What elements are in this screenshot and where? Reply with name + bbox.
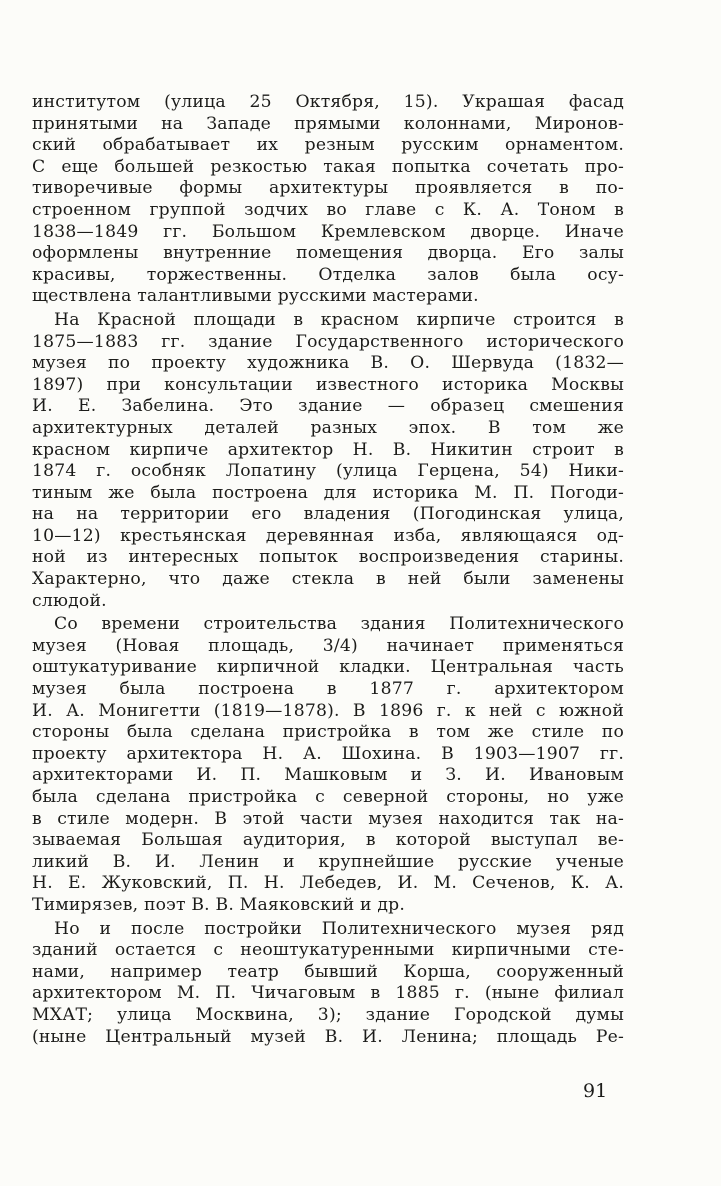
text-line: оштукатуривание кирпичной кладки. Центральная часть (32, 657, 624, 678)
paragraph (32, 310, 624, 612)
text-line: красном кирпиче архитектор Н. В. Никитин строит в (32, 439, 624, 460)
text-line: музея была построена в 1877 г. архитектором (32, 679, 624, 700)
text-line: слюдой. (32, 590, 107, 611)
text-line: зданий остается с неоштукатуренными кирпичными сте- (32, 940, 624, 961)
text-line: И. Е. Забелина. Это здание — образец смешения (32, 396, 624, 417)
text-line: тиворечивые формы архитектуры проявляется в по- (32, 178, 624, 199)
text-line: архитекторами И. П. Машковым и З. И. Ивановым (32, 765, 624, 786)
body-text (32, 92, 624, 1048)
text-line: С еще большей резкостью такая попытка сочетать про- (32, 156, 624, 177)
text-line: зываемая Большая аудитория, в которой выступал ве- (32, 830, 624, 851)
paragraph (32, 614, 624, 916)
text-line: была сделана пристройка с северной стороны, но уже (32, 787, 624, 807)
text-line: 1875—1883 гг. здание Государственного исторического (32, 331, 624, 352)
text-line: архитектором М. П. Чичаговым в 1885 г. (ныне филиал (32, 983, 624, 1004)
text-line: ной из интересных попыток воспроизведения старины. (32, 547, 624, 568)
text-line: архитектурных деталей разных эпох. В том же (32, 417, 624, 438)
text-line: Тимирязев, поэт В. В. Маяковский и др. (32, 894, 406, 915)
text-line: ский обрабатывает их резным русским орнаментом. (32, 135, 624, 156)
text-line: На Красной площади в красном кирпиче строится в (54, 309, 624, 330)
text-line: И. А. Монигетти (1819—1878). В 1896 г. к ней с южной (32, 700, 624, 721)
text-line: ликий В. И. Ленин и крупнейшие русские ученые (32, 851, 624, 872)
text-line: Со времени строительства здания Политехнического (54, 614, 624, 635)
paragraph (32, 92, 624, 308)
text-line: музея по проекту художника В. О. Шервуда (1832— (32, 353, 624, 374)
text-line: институтом (улица 25 Октября, 15). Украшая фасад (32, 92, 624, 112)
text-line: Н. Е. Жуковский, П. Н. Лебедев, И. М. Сеченов, К. А. (32, 873, 624, 894)
text-line: оформлены внутренние помещения дворца. Его залы (32, 243, 624, 264)
text-line: 1897) при консультации известного историка Москвы (32, 374, 624, 395)
text-line: музея (Новая площадь, 3/4) начинает применяться (32, 635, 624, 656)
text-line: Характерно, что даже стекла в ней были заменены (32, 569, 624, 590)
text-line: в стиле модерн. В этой части музея находится так на- (32, 808, 624, 829)
text-line: принятыми на Западе прямыми колоннами, Миронов- (32, 113, 624, 134)
text-line: МХАТ; улица Москвина, 3); здание Городской думы (32, 1004, 624, 1025)
text-line: на на территории его владения (Погодинская улица, (32, 504, 624, 525)
text-line: стороны была сделана пристройка в том же стиле по (32, 722, 624, 743)
text-line: 1874 г. особняк Лопатину (улица Герцена, 54) Ники- (32, 461, 624, 482)
page-number: 91 (583, 1080, 608, 1102)
paragraph (32, 919, 624, 1049)
text-line: тиным же была построена для историка М. П. Погоди- (32, 482, 624, 503)
text-line: (ныне Центральный музей В. И. Ленина; площадь Ре- (32, 1026, 624, 1047)
text-line: 1838—1849 гг. Большом Кремлевском дворце. Иначе (32, 221, 624, 242)
text-line: строенном группой зодчих во главе с К. А. Тоном в (32, 199, 624, 220)
text-line: Но и после постройки Политехнического музея ряд (54, 918, 624, 939)
text-line: красивы, торжественны. Отделка залов была осу- (32, 264, 624, 285)
text-line: ществлена талантливыми русскими мастерами. (32, 286, 479, 307)
text-line: проекту архитектора Н. А. Шохина. В 1903—1907 гг. (32, 743, 624, 764)
text-line: нами, например театр бывший Корша, сооруженный (32, 961, 624, 982)
text-line: 10—12) крестьянская деревянная изба, являющаяся од- (32, 525, 624, 546)
